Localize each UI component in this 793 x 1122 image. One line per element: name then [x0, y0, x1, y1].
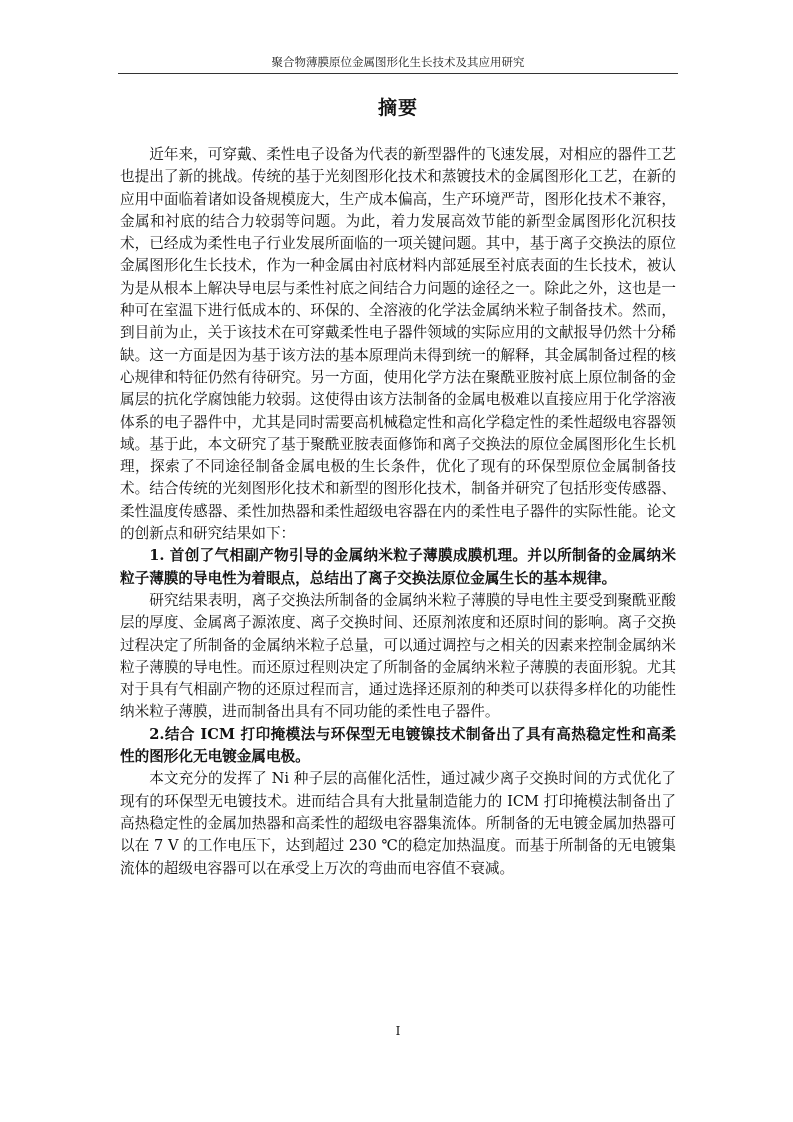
page-title: 摘要 [377, 97, 418, 119]
page-number: I [395, 1024, 401, 1038]
paragraph-intro: 近年来，可穿戴、柔性电子设备为代表的新型器件的飞速发展，对相应的器件工艺也提出了新的挑战。传统的基于光刻图形化技术和蒸镀技术的金属图形化工艺，在新的应用中面临着诸如设备规模庞大，生产成本偏高，生产环境严苛，图形化技术不兼容，金属和衬底的结合力较弱等问题。为此，着力发展高效节能的新型金属图形化沉积技术，已经成为柔性电子行业发展所面临的一项关键问题。其中，基于离子交换法的原位金属图形化生长技术，作为一种金属由衬底材料内部延展至衬底表面的生长技术，被认为是从根本上解决导电层与柔性衬底之间结合力问题的途径之一。除此之外，这也是一种可在室温下进行低成本的、环保的、全溶液的化学法金属纳米粒子制备技术。然而，到目前为止，关于该技术在可穿戴柔性电子器件领域的实际应用的文献报导仍然十分稀缺。这一方面是因为基于该方法的基本原理尚未得到统一的解释，其金属制备过程的核心规律和特征仍然有待研究。另一方面，使用化学方法在聚酰亚胺衬底上原位制备的金属层的抗化学腐蚀能力较弱。这使得由该方法制备的金属电极难以直接应用于化学溶液体系的电子器件中，尤其是同时需要高机械稳定性和高化学稳定性的柔性超级电容器领域。基于此，本文研究了基于聚酰亚胺表面修饰和离子交换法的原位金属图形化生长机理，探索了不同途径制备金属电极的生长条件，优化了现有的环保型原位金属制备技术。结合传统的光刻图形化技术和新型的图形化技术，制备并研究了包括形变传感器、柔性温度传感器、柔性加热器和柔性超级电容器在内的柔性电子器件的实际性能。论文的创新点和研究结果如下： [120, 146, 676, 543]
finding-heading-2: 2.结合 ICM 打印掩模法与环保型无电镀镍技术制备出了具有高热稳定性和高柔性的图形化无电镀金属电极。 [120, 725, 676, 766]
paragraph-finding-2: 本文充分的发挥了 Ni 种子层的高催化活性，通过减少离子交换时间的方式优化了现有的环保型无电镀技术。进而结合具有大批量制造能力的 ICM 打印掩模法制备出了高热稳定性的金属加热器和高柔性的超级电容器集流体。所制备的无电镀金属加热器可以在 7 V 的工作电压下，达到超过 230 ℃的稳定加热温度。而基于所制备的无电镀集流体的超级电容器可以在承受上万次的弯曲而电容值不衰减。 [120, 770, 676, 877]
running-header: 聚合物薄膜原位金属图形化生长技术及其应用研究 [271, 55, 525, 69]
header-divider [118, 73, 678, 74]
paragraph-finding-1: 研究结果表明，离子交换法所制备的金属纳米粒子薄膜的导电性主要受到聚酰亚酸层的厚度、金属离子源浓度、离子交换时间、还原剂浓度和还原时间的影响。离子交换过程决定了所制备的金属纳米粒子总量，可以通过调控与之相关的因素来控制金属纳米粒子薄膜的导电性。而还原过程则决定了所制备的金属纳米粒子薄膜的表面形貌。尤其对于具有气相副产物的还原过程而言，通过选择还原剂的种类可以获得多样化的功能性纳米粒子薄膜，进而制备出具有不同功能的柔性电子器件。 [120, 591, 676, 721]
abstract-body [120, 144, 676, 880]
finding-heading-1: 1. 首创了气相副产物引导的金属纳米粒子薄膜成膜机理。并以所制备的金属纳米粒子薄膜的导电性为着眼点，总结出了离子交换法原位金属生长的基本规律。 [120, 547, 676, 587]
